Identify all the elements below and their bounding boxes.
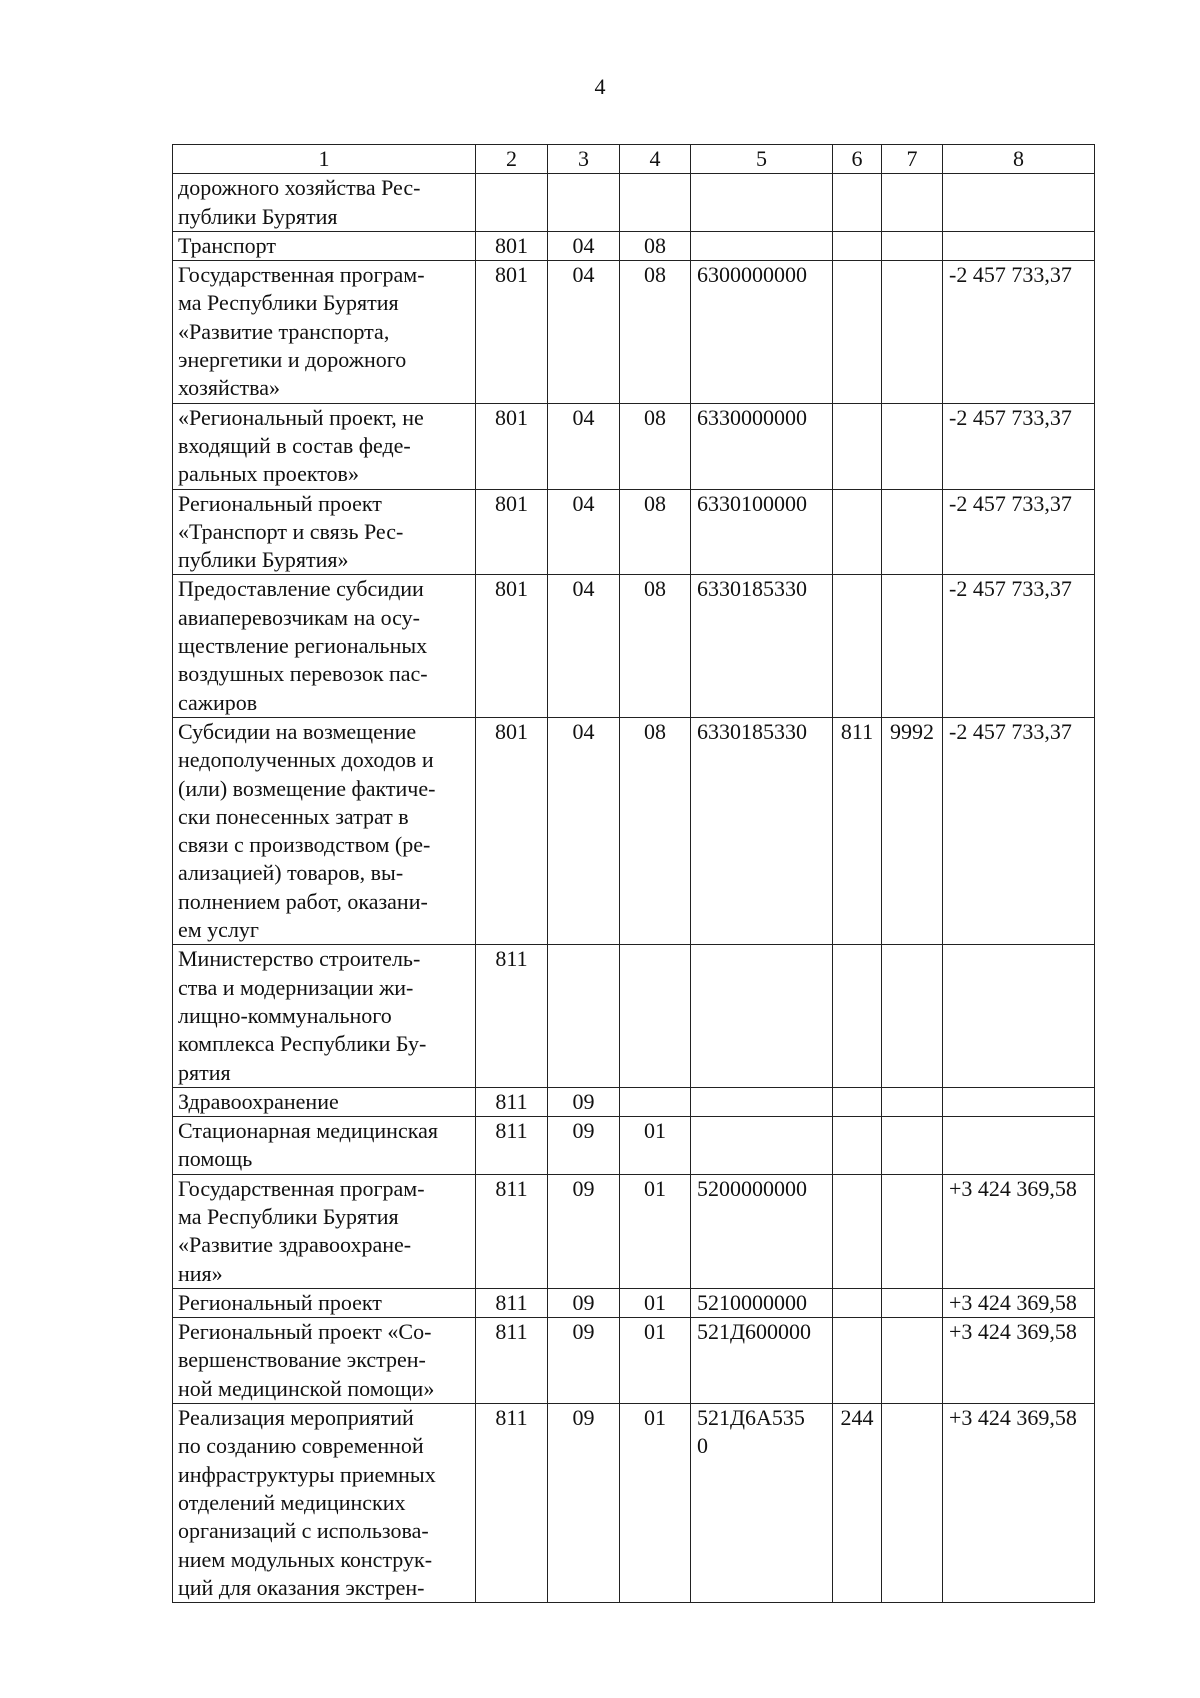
- cell-description: дорожного хозяйства Рес- публики Бурятия: [173, 174, 476, 232]
- cell-code-2: 801: [476, 231, 548, 260]
- cell-code-7: 9992: [882, 717, 943, 944]
- cell-code-3: 04: [548, 231, 620, 260]
- cell-description: Предоставление субсидии авиаперевозчикам на осу- ществление региональных воздушных перевозок пас- сажиров: [173, 575, 476, 717]
- cell-code-3: 09: [548, 1288, 620, 1317]
- cell-description: Реализация мероприятий по созданию современной инфраструктуры приемных отделений медицинских организаций с использова- нием модульных конструк- ций для оказания экстрен-: [173, 1404, 476, 1603]
- cell-code-6: 811: [833, 717, 882, 944]
- cell-description: Региональный проект «Транспорт и связь Рес- публики Бурятия»: [173, 489, 476, 575]
- cell-code-5: 6330100000: [691, 489, 833, 575]
- cell-description: Субсидии на возмещение недополученных доходов и (или) возмещение фактиче- ски понесенных затрат в связи с производством (ре- ализацией) товаров, вы- полнением работ, оказани- ем услуг: [173, 717, 476, 944]
- cell-code-7: [882, 403, 943, 489]
- cell-code-5: 6300000000: [691, 261, 833, 403]
- cell-amount: -2 457 733,37: [943, 717, 1095, 944]
- cell-code-5: [691, 231, 833, 260]
- table-row: [173, 489, 1095, 575]
- cell-description: Региональный проект: [173, 1288, 476, 1317]
- cell-amount: -2 457 733,37: [943, 403, 1095, 489]
- cell-code-4: 01: [620, 1318, 691, 1404]
- cell-code-3: 04: [548, 575, 620, 717]
- table-row: [173, 1174, 1095, 1288]
- cell-code-3: 09: [548, 1404, 620, 1603]
- cell-code-4: 01: [620, 1404, 691, 1603]
- cell-code-2: 811: [476, 945, 548, 1087]
- cell-code-4: [620, 174, 691, 232]
- cell-code-6: [833, 1318, 882, 1404]
- page-number: 4: [594, 74, 606, 99]
- cell-code-3: 04: [548, 489, 620, 575]
- cell-code-7: [882, 1117, 943, 1175]
- cell-code-2: 801: [476, 489, 548, 575]
- column-header-1: 1: [173, 145, 476, 174]
- cell-code-6: [833, 231, 882, 260]
- column-header-8: 8: [943, 145, 1095, 174]
- cell-description: Региональный проект «Со- вершенствование экстрен- ной медицинской помощи»: [173, 1318, 476, 1404]
- cell-code-4: 08: [620, 403, 691, 489]
- cell-code-4: 01: [620, 1117, 691, 1175]
- cell-description: «Региональный проект, не входящий в состав феде- ральных проектов»: [173, 403, 476, 489]
- table-row: [173, 575, 1095, 717]
- column-header-2: 2: [476, 145, 548, 174]
- cell-code-4: 08: [620, 489, 691, 575]
- table-body: [173, 145, 1095, 1603]
- cell-description: Стационарная медицинская помощь: [173, 1117, 476, 1175]
- cell-amount: [943, 1117, 1095, 1175]
- cell-code-2: [476, 174, 548, 232]
- cell-code-6: [833, 403, 882, 489]
- cell-code-5: 6330000000: [691, 403, 833, 489]
- column-header-3: 3: [548, 145, 620, 174]
- cell-code-7: [882, 1288, 943, 1317]
- table-header-row: [173, 145, 1095, 174]
- cell-code-6: [833, 575, 882, 717]
- cell-code-6: [833, 1087, 882, 1116]
- cell-code-5: [691, 1117, 833, 1175]
- cell-amount: +3 424 369,58: [943, 1288, 1095, 1317]
- cell-code-2: 811: [476, 1288, 548, 1317]
- cell-code-4: [620, 945, 691, 1087]
- cell-code-3: 04: [548, 403, 620, 489]
- cell-code-5: 5210000000: [691, 1288, 833, 1317]
- cell-code-4: 08: [620, 261, 691, 403]
- cell-code-7: [882, 261, 943, 403]
- cell-code-7: [882, 231, 943, 260]
- cell-code-7: [882, 1404, 943, 1603]
- cell-code-7: [882, 174, 943, 232]
- cell-description: Здравоохранение: [173, 1087, 476, 1116]
- cell-code-6: [833, 174, 882, 232]
- budget-table: [172, 144, 1095, 1603]
- cell-amount: [943, 945, 1095, 1087]
- cell-code-3: 04: [548, 261, 620, 403]
- cell-code-2: 801: [476, 717, 548, 944]
- table-row: [173, 174, 1095, 232]
- column-header-4: 4: [620, 145, 691, 174]
- cell-code-3: [548, 945, 620, 1087]
- cell-amount: -2 457 733,37: [943, 489, 1095, 575]
- cell-amount: -2 457 733,37: [943, 261, 1095, 403]
- cell-code-4: [620, 1087, 691, 1116]
- table-row: [173, 1288, 1095, 1317]
- cell-code-2: 801: [476, 261, 548, 403]
- table-row: [173, 1404, 1095, 1603]
- cell-description: Государственная програм- ма Республики Бурятия «Развитие транспорта, энергетики и дорожного хозяйства»: [173, 261, 476, 403]
- cell-code-6: [833, 261, 882, 403]
- column-header-7: 7: [882, 145, 943, 174]
- cell-amount: +3 424 369,58: [943, 1318, 1095, 1404]
- cell-code-3: 04: [548, 717, 620, 944]
- cell-amount: -2 457 733,37: [943, 575, 1095, 717]
- cell-code-2: 811: [476, 1318, 548, 1404]
- cell-code-7: [882, 575, 943, 717]
- cell-code-4: 01: [620, 1288, 691, 1317]
- table-row: [173, 1087, 1095, 1116]
- cell-code-7: [882, 489, 943, 575]
- cell-code-5: [691, 1087, 833, 1116]
- column-header-6: 6: [833, 145, 882, 174]
- cell-code-5: 521Д600000: [691, 1318, 833, 1404]
- cell-code-3: [548, 174, 620, 232]
- cell-code-2: 801: [476, 403, 548, 489]
- cell-code-2: 811: [476, 1117, 548, 1175]
- cell-code-5: [691, 945, 833, 1087]
- cell-code-3: 09: [548, 1174, 620, 1288]
- cell-amount: [943, 1087, 1095, 1116]
- table-row: [173, 261, 1095, 403]
- cell-code-2: 811: [476, 1404, 548, 1603]
- cell-code-3: 09: [548, 1117, 620, 1175]
- cell-code-7: [882, 1318, 943, 1404]
- column-header-5: 5: [691, 145, 833, 174]
- cell-code-5: [691, 174, 833, 232]
- cell-code-5: 5200000000: [691, 1174, 833, 1288]
- table-row: [173, 1117, 1095, 1175]
- cell-amount: [943, 174, 1095, 232]
- cell-code-6: [833, 1174, 882, 1288]
- cell-code-2: 811: [476, 1174, 548, 1288]
- cell-code-3: 09: [548, 1087, 620, 1116]
- cell-code-6: [833, 945, 882, 1087]
- table-row: [173, 945, 1095, 1087]
- cell-code-6: 244: [833, 1404, 882, 1603]
- cell-code-5: 6330185330: [691, 575, 833, 717]
- table-row: [173, 231, 1095, 260]
- cell-description: Государственная програм- ма Республики Бурятия «Развитие здравоохране- ния»: [173, 1174, 476, 1288]
- cell-code-6: [833, 1288, 882, 1317]
- table-row: [173, 403, 1095, 489]
- cell-code-7: [882, 1087, 943, 1116]
- cell-code-6: [833, 489, 882, 575]
- cell-amount: +3 424 369,58: [943, 1174, 1095, 1288]
- cell-code-4: 08: [620, 231, 691, 260]
- cell-code-6: [833, 1117, 882, 1175]
- cell-description: Транспорт: [173, 231, 476, 260]
- cell-description: Министерство строитель- ства и модернизации жи- лищно-коммунального комплекса Республики Бу- рятия: [173, 945, 476, 1087]
- cell-code-7: [882, 1174, 943, 1288]
- cell-code-5: 6330185330: [691, 717, 833, 944]
- cell-code-7: [882, 945, 943, 1087]
- cell-amount: +3 424 369,58: [943, 1404, 1095, 1603]
- cell-code-4: 01: [620, 1174, 691, 1288]
- cell-code-2: 801: [476, 575, 548, 717]
- cell-code-5: 521Д6А535 0: [691, 1404, 833, 1603]
- cell-code-2: 811: [476, 1087, 548, 1116]
- table-row: [173, 717, 1095, 944]
- cell-code-4: 08: [620, 575, 691, 717]
- cell-amount: [943, 231, 1095, 260]
- cell-code-3: 09: [548, 1318, 620, 1404]
- table-row: [173, 1318, 1095, 1404]
- cell-code-4: 08: [620, 717, 691, 944]
